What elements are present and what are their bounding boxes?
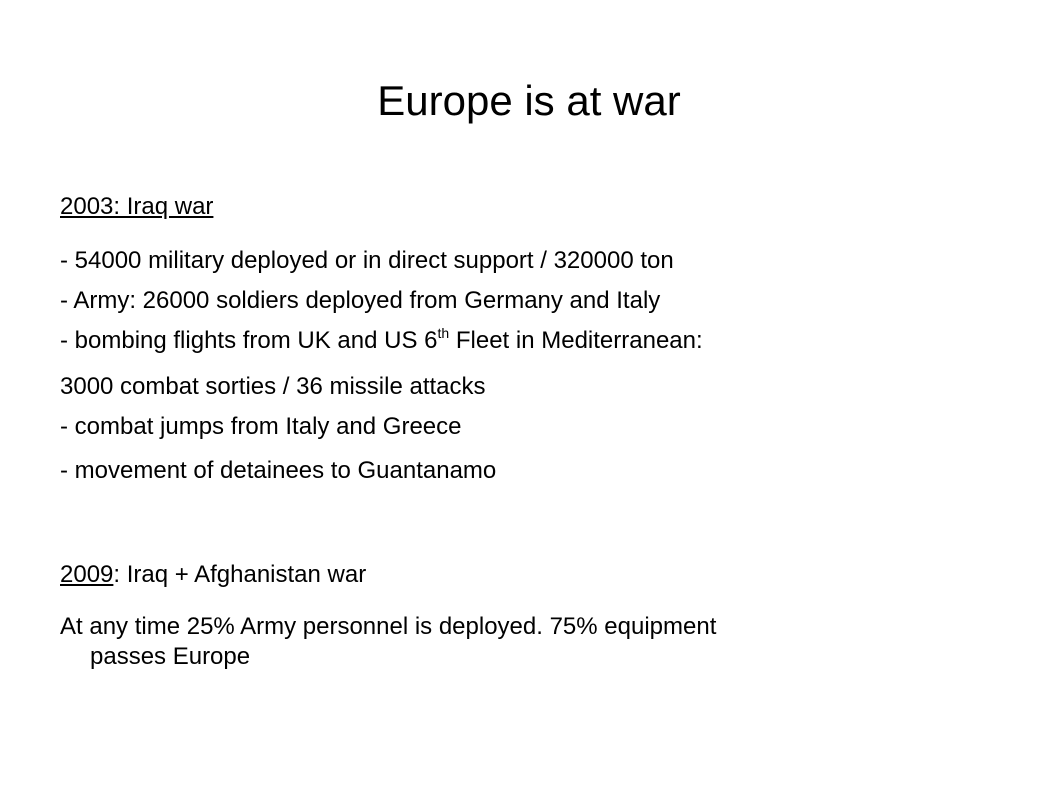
deployment-statement-line1: At any time 25% Army personnel is deployed. 75% equipment bbox=[60, 613, 717, 640]
ordinal-suffix: th bbox=[437, 325, 450, 341]
combat-sorties-line: 3000 combat sorties / 36 missile attacks bbox=[60, 373, 486, 400]
deployment-statement-line2: passes Europe bbox=[90, 643, 251, 670]
bullet-bombing-flights-rest: Fleet in Mediterranean: bbox=[449, 327, 703, 354]
bullet-bombing-flights bbox=[60, 326, 703, 356]
bullet-detainees: - movement of detainees to Guantanamo bbox=[60, 457, 497, 484]
bullet-combat-jumps: - combat jumps from Italy and Greece bbox=[60, 413, 462, 440]
bullet-bombing-flights-text: - bombing flights from UK and US 6 bbox=[60, 327, 438, 354]
section-heading-2009-year: 2009 bbox=[60, 561, 114, 588]
section-heading-2009 bbox=[60, 560, 366, 590]
bullet-army-soldiers: - Army: 26000 soldiers deployed from Germany and Italy bbox=[60, 287, 661, 314]
deployment-statement bbox=[60, 612, 960, 672]
slide-title: Europe is at war bbox=[377, 77, 681, 124]
section-heading-2009-rest: : Iraq + Afghanistan war bbox=[113, 561, 367, 588]
section-heading-2003: 2003: Iraq war bbox=[60, 193, 214, 220]
bullet-military-deployed: - 54000 military deployed or in direct support / 320000 ton bbox=[60, 247, 674, 274]
